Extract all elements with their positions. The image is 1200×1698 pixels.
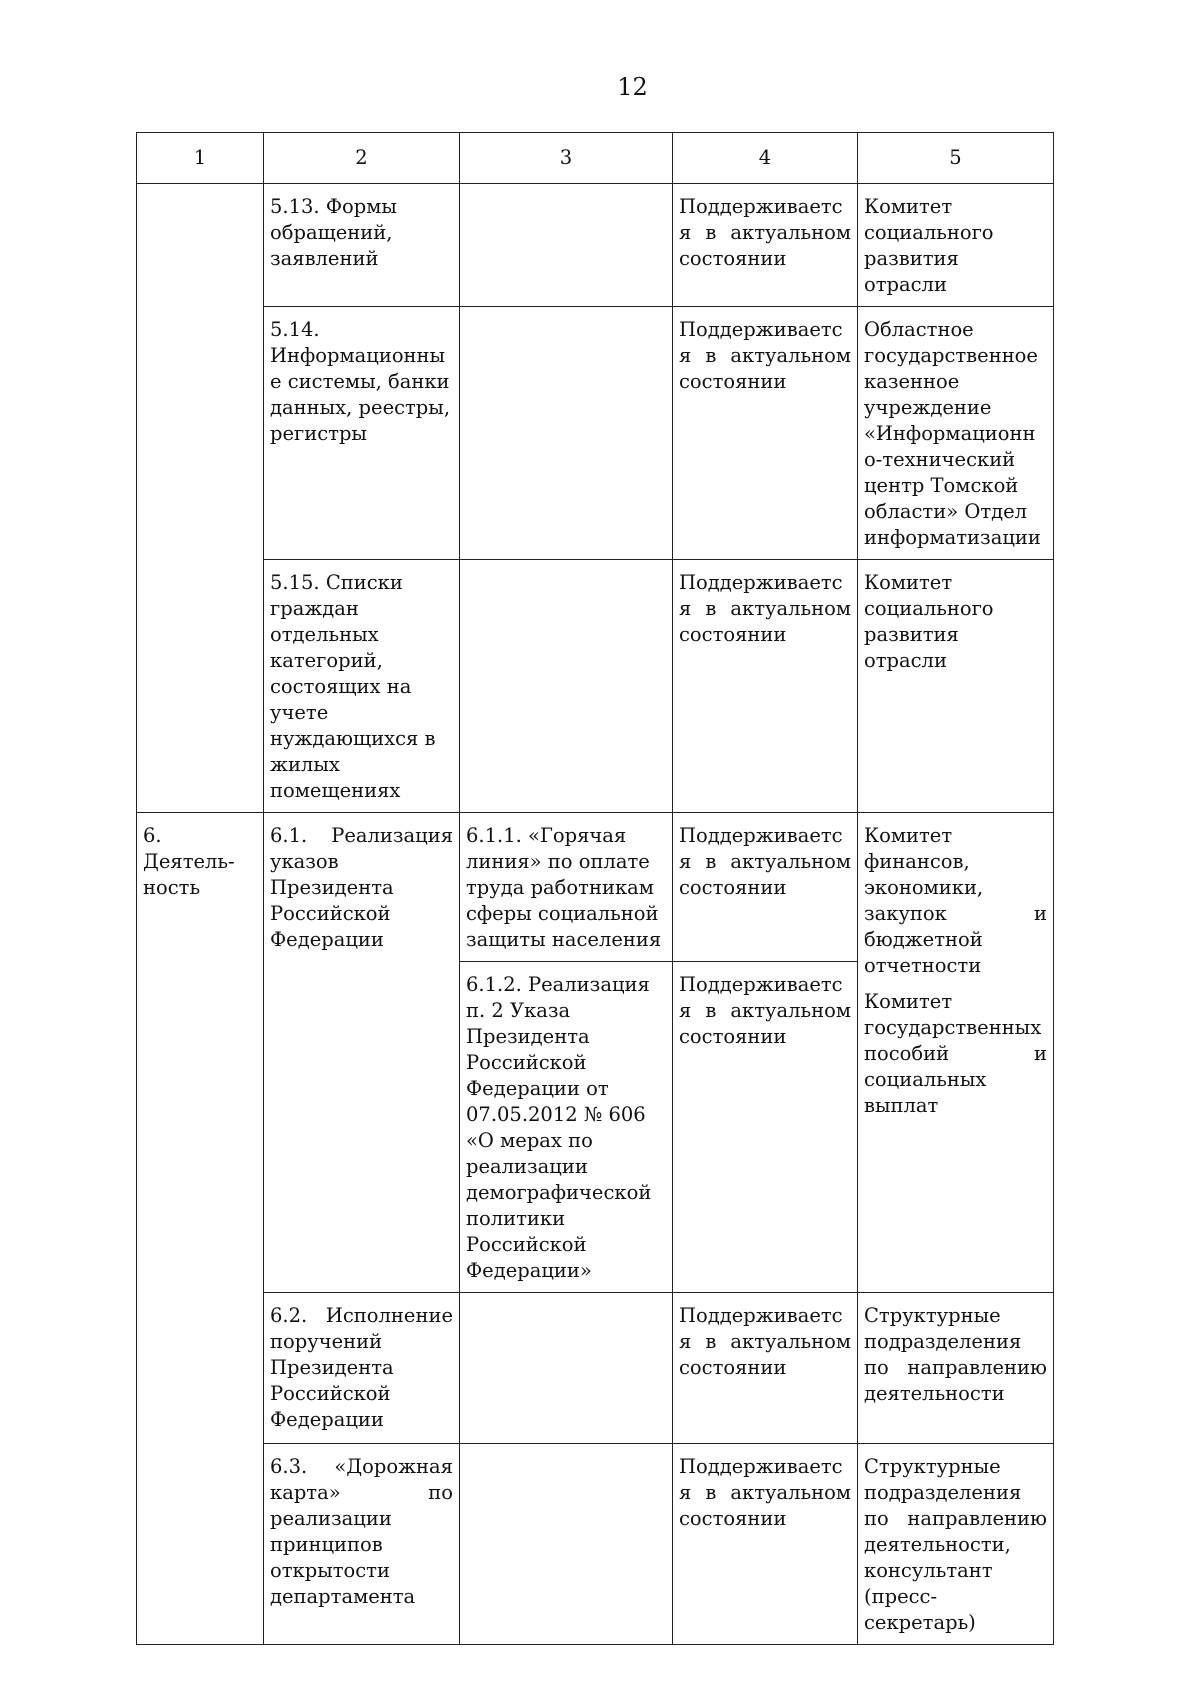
page-number: 12 [617, 73, 648, 101]
subitem-cell [460, 184, 673, 307]
subitem-cell [460, 1293, 673, 1444]
table-row [137, 560, 1054, 813]
table-row [137, 184, 1054, 307]
table-row [137, 307, 1054, 560]
item-name-cell: 6.1. Реализация указов Президента Российской Федерации [264, 813, 460, 1293]
status-cell: Поддерживается в актуальном состоянии [673, 962, 858, 1293]
subitem-cell [460, 1444, 673, 1645]
responsible-cell [858, 813, 1054, 1293]
column-header-4: 4 [673, 133, 858, 184]
responsible-committee-benefits: Комитет государственных пособий и социальных выплат [864, 990, 1047, 1117]
subitem-cell [460, 307, 673, 560]
responsible-cell: Комитет социального развития отрасли [858, 560, 1054, 813]
subitem-cell [460, 560, 673, 813]
table-row [137, 813, 1054, 962]
table-row [137, 1293, 1054, 1444]
item-name-cell: 6.2. Исполнение поручений Президента Российской Федерации [264, 1293, 460, 1444]
subitem-cell: 6.1.1. «Горячая линия» по оплате труда работникам сферы социальной защиты населения [460, 813, 673, 962]
item-name-cell: 5.13. Формы обращений, заявлений [264, 184, 460, 307]
responsible-cell: Структурные подразделения по направлению деятельности, консультант (пресс-секретарь) [858, 1444, 1054, 1645]
responsible-cell: Структурные подразделения по направлению деятельности [858, 1293, 1054, 1444]
column-header-2: 2 [264, 133, 460, 184]
responsible-cell: Областное государственное казенное учреждение «Информационно-технический центр Томской области» Отдел информатизации [858, 307, 1054, 560]
item-name-cell: 6.3. «Дорожная карта» по реализации принципов открытости департамента [264, 1444, 460, 1645]
table-row [137, 1444, 1054, 1645]
status-cell: Поддерживается в актуальном состоянии [673, 1444, 858, 1645]
item-name-cell: 5.14. Информационные системы, банки данных, реестры, регистры [264, 307, 460, 560]
responsible-committee-finance: Комитет финансов, экономики, закупок и бюджетной отчетности [864, 824, 1047, 977]
column-header-1: 1 [137, 133, 264, 184]
status-cell: Поддерживается в актуальном состоянии [673, 307, 858, 560]
status-cell: Поддерживается в актуальном состоянии [673, 1293, 858, 1444]
item-name-cell: 5.15. Списки граждан отдельных категорий, состоящих на учете нуждающихся в жилых помещениях [264, 560, 460, 813]
section-6-cell: 6. Деятель-ность [137, 813, 264, 1645]
status-cell: Поддерживается в актуальном состоянии [673, 813, 858, 962]
status-cell: Поддерживается в актуальном состоянии [673, 560, 858, 813]
section-5-cell [137, 184, 264, 813]
responsible-cell: Комитет социального развития отрасли [858, 184, 1054, 307]
status-cell: Поддерживается в актуальном состоянии [673, 184, 858, 307]
subitem-cell: 6.1.2. Реализация п. 2 Указа Президента Российской Федерации от 07.05.2012 № 606 «О мерах по реализации демографической политики Российской Федерации» [460, 962, 673, 1293]
column-header-3: 3 [460, 133, 673, 184]
column-header-5: 5 [858, 133, 1054, 184]
document-table [136, 132, 1054, 1645]
table-header-row [137, 133, 1054, 184]
